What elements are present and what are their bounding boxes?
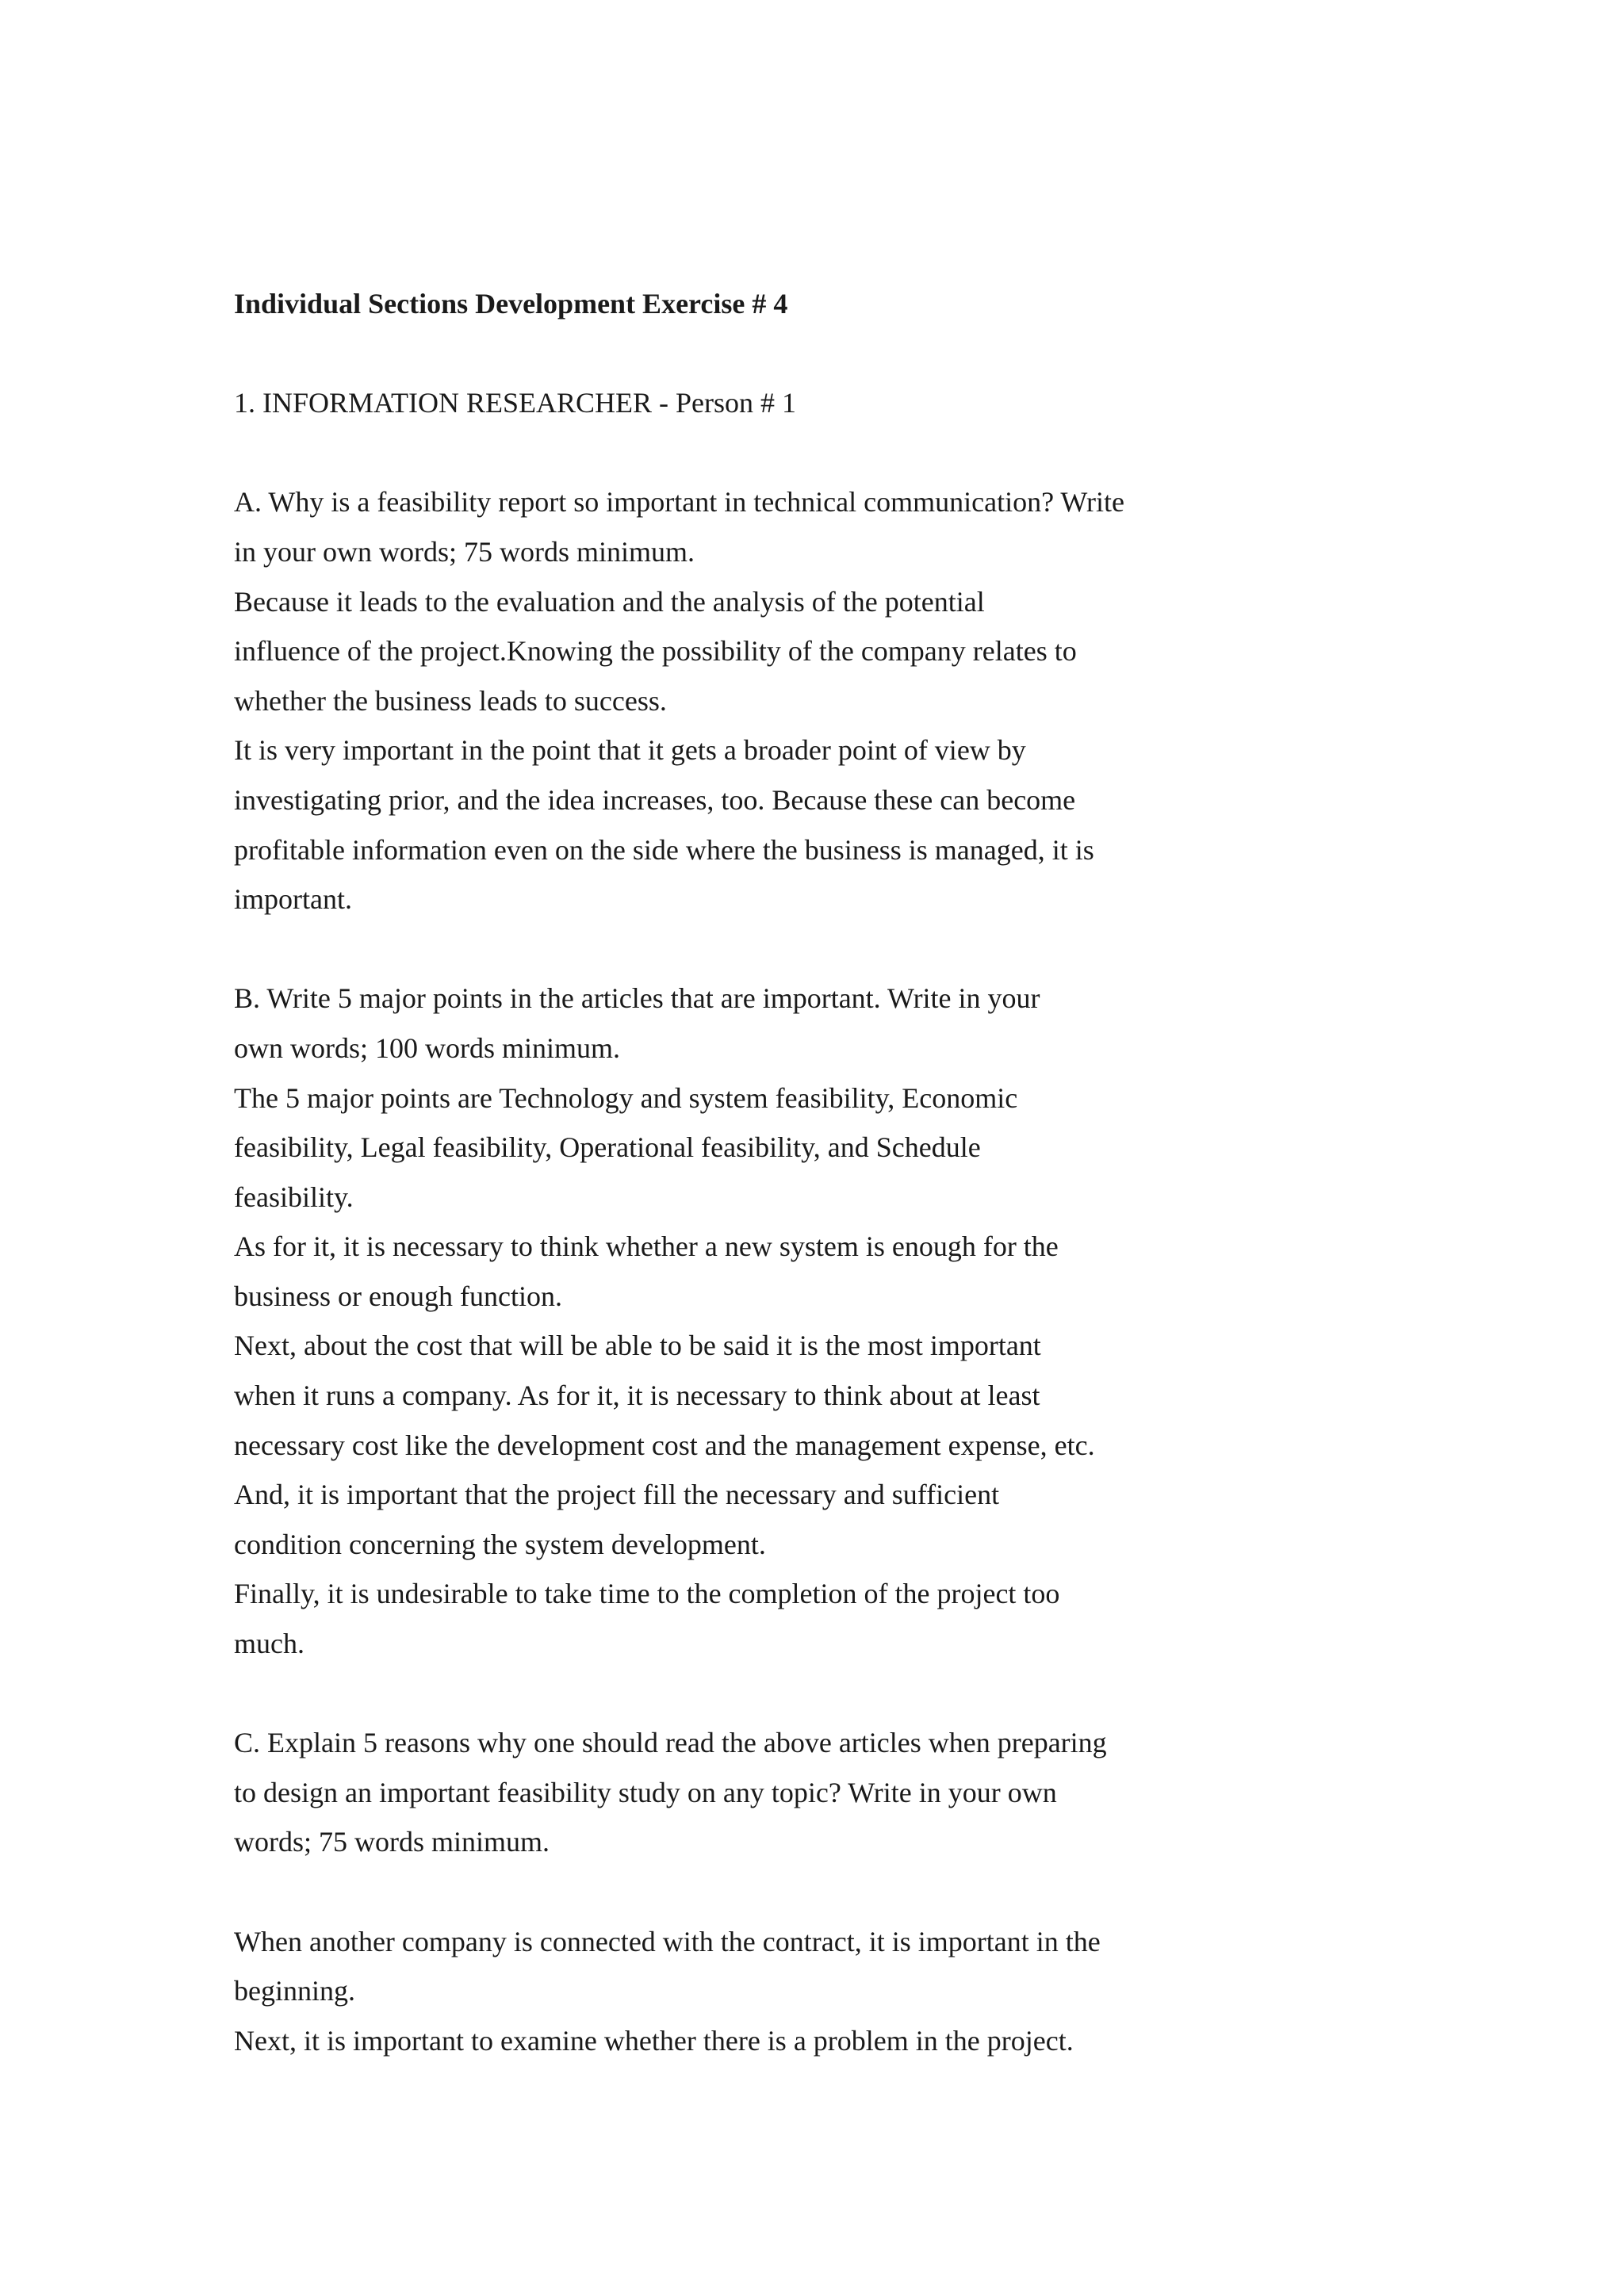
answer-line: beginning. <box>234 1975 355 2007</box>
document-title: Individual Sections Development Exercise # 4 <box>234 288 788 320</box>
section-a-answer <box>234 577 1328 924</box>
section-b-answer <box>234 1073 1328 1669</box>
answer-line: When another company is connected with the contract, it is important in the <box>234 1925 1101 1957</box>
spacer <box>234 924 1328 974</box>
question-line: own words; 100 words minimum. <box>234 1031 621 1064</box>
answer-line: investigating prior, and the idea increases, too. Because these can become <box>234 783 1076 816</box>
answer-line: It is very important in the point that it gets a broader point of view by <box>234 734 1026 767</box>
question-line: B. Write 5 major points in the articles that are important. Write in your <box>234 982 1040 1015</box>
answer-line: important. <box>234 883 352 916</box>
answer-line: much. <box>234 1628 304 1660</box>
answer-line: necessary cost like the development cost and the management expense, etc. <box>234 1429 1095 1461</box>
section-b-question <box>234 974 1328 1073</box>
answer-line: Finally, it is undesirable to take time to the completion of the project too <box>234 1578 1060 1610</box>
answer-line: business or enough function. <box>234 1280 562 1312</box>
document-body <box>234 279 1328 2065</box>
question-line: A. Why is a feasibility report so important in technical communication? Write <box>234 486 1124 519</box>
question-line: words; 75 words minimum. <box>234 1826 550 1858</box>
answer-line: Because it leads to the evaluation and the analysis of the potential <box>234 585 985 618</box>
section-c-question <box>234 1718 1328 1867</box>
answer-line: when it runs a company. As for it, it is necessary to think about at least <box>234 1380 1040 1412</box>
spacer <box>234 1867 1328 1917</box>
spacer <box>234 428 1328 478</box>
spacer <box>234 1669 1328 1719</box>
section-a <box>234 477 1328 924</box>
section-a-question <box>234 477 1328 576</box>
spacer <box>234 329 1328 379</box>
section-c <box>234 1718 1328 2065</box>
section-c-answer <box>234 1917 1328 2066</box>
question-line: to design an important feasibility study on any topic? Write in your own <box>234 1776 1057 1808</box>
answer-line: The 5 major points are Technology and system feasibility, Economic <box>234 1081 1018 1114</box>
question-line: in your own words; 75 words minimum. <box>234 535 695 568</box>
answer-line: feasibility. <box>234 1181 354 1213</box>
answer-line: Next, about the cost that will be able to be said it is the most important <box>234 1330 1041 1362</box>
answer-line: condition concerning the system development. <box>234 1528 766 1560</box>
section-b <box>234 974 1328 1668</box>
answer-line: profitable information even on the side where the business is managed, it is <box>234 833 1094 866</box>
answer-line: feasibility, Legal feasibility, Operational feasibility, and Schedule <box>234 1131 981 1164</box>
answer-line: And, it is important that the project fill the necessary and sufficient <box>234 1479 1000 1511</box>
role-heading: 1. INFORMATION RESEARCHER - Person # 1 <box>234 387 797 419</box>
answer-line: whether the business leads to success. <box>234 684 667 717</box>
answer-line: influence of the project.Knowing the possibility of the company relates to <box>234 635 1077 668</box>
question-line: C. Explain 5 reasons why one should read the above articles when preparing <box>234 1727 1107 1759</box>
answer-line: As for it, it is necessary to think whether a new system is enough for the <box>234 1230 1059 1263</box>
answer-line: Next, it is important to examine whether there is a problem in the project. <box>234 2024 1074 2057</box>
